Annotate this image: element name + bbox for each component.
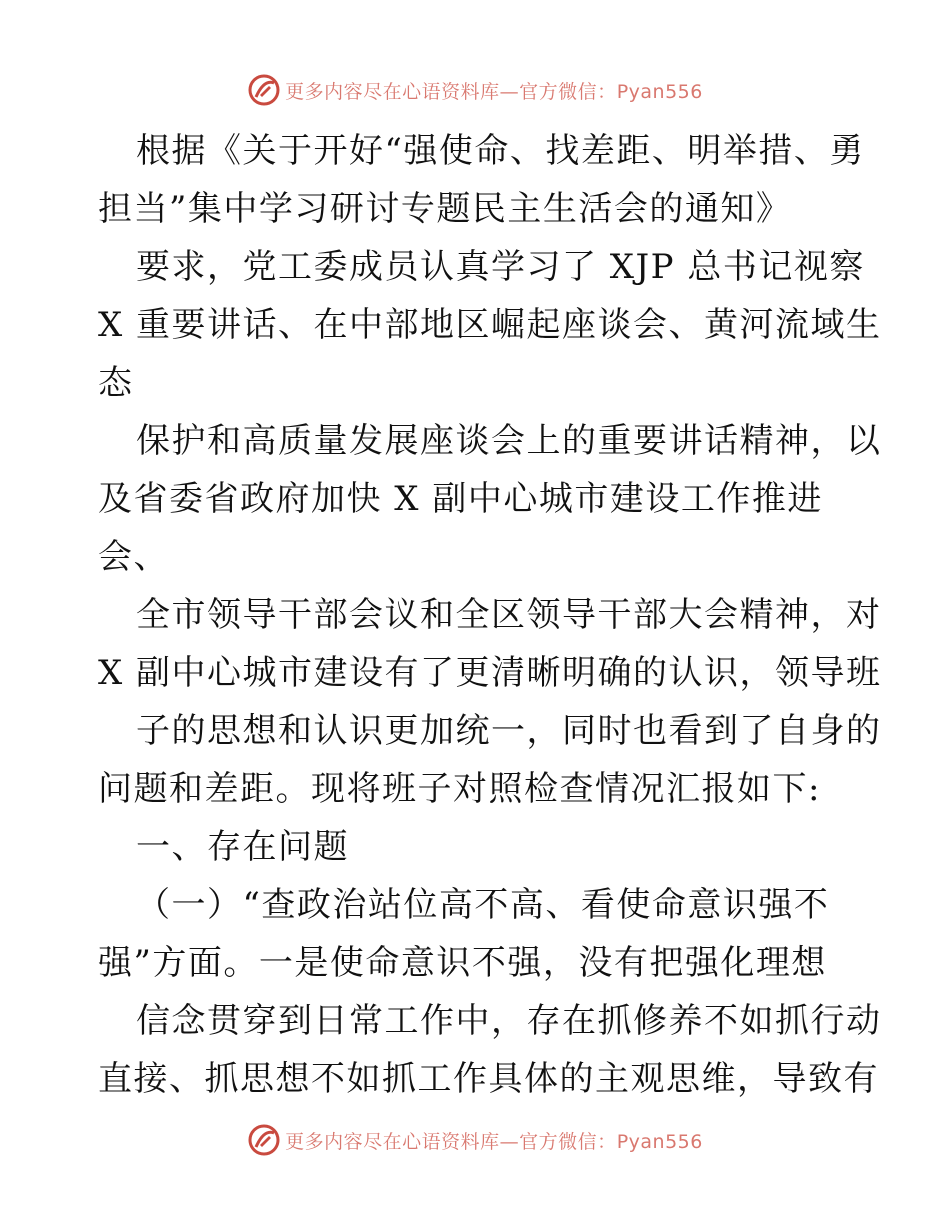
banner-dash: — (499, 80, 520, 103)
text-line: 及省委省政府加快 X 副中心城市建设工作推进 (98, 479, 823, 519)
header-watermark-banner (0, 70, 950, 110)
text-line: 根据《关于开好“强使命、找差距、明举措、勇 (136, 131, 865, 171)
document-body (98, 122, 882, 1108)
pen-nib-swirl-logo-icon (247, 73, 281, 107)
text-line: 态 (98, 363, 134, 403)
text-line: 保护和高质量发展座谈会上的重要讲话精神，以 (136, 421, 882, 461)
banner-wechat-id: Pyan556 (616, 80, 703, 103)
banner-wechat-id: Pyan556 (616, 1130, 703, 1153)
text-line: 担当”集中学习研讨专题民主生活会的通知》 (98, 189, 792, 229)
subsection-heading-line: （一）“查政治站位高不高、看使命意识强不 (136, 885, 830, 925)
banner-wechat-label: 官方微信： (519, 80, 617, 103)
pen-nib-swirl-logo-icon (247, 1123, 281, 1157)
text-line: 全市领导干部会议和全区领导干部大会精神，对 (136, 595, 882, 635)
text-line: 强”方面。一是使命意识不强，没有把强化理想 (98, 943, 827, 983)
text-line: 要求，党工委成员认真学习了 XJP 总书记视察 (136, 247, 865, 287)
banner-main-text: 更多内容尽在心语资料库 (285, 1130, 500, 1153)
footer-watermark-banner (0, 1120, 950, 1160)
text-line: 直接、抓思想不如抓工作具体的主观思维，导致有 (98, 1059, 879, 1099)
section-heading: 一、存在问题 (136, 827, 349, 867)
banner-dash: — (499, 1130, 520, 1153)
text-line: 子的思想和认识更加统一，同时也看到了自身的 (136, 711, 882, 751)
text-line: X 重要讲话、在中部地区崛起座谈会、黄河流域生 (98, 305, 882, 345)
banner-main-text: 更多内容尽在心语资料库 (285, 80, 500, 103)
text-line: 会、 (98, 537, 169, 577)
text-line: 信念贯穿到日常工作中，存在抓修养不如抓行动 (136, 1001, 882, 1041)
text-line: 问题和差距。现将班子对照检查情况汇报如下: (98, 769, 821, 809)
banner-text (285, 1127, 703, 1154)
banner-text (285, 77, 703, 104)
text-line: X 副中心城市建设有了更清晰明确的认识，领导班 (98, 653, 882, 693)
banner-wechat-label: 官方微信： (519, 1130, 617, 1153)
